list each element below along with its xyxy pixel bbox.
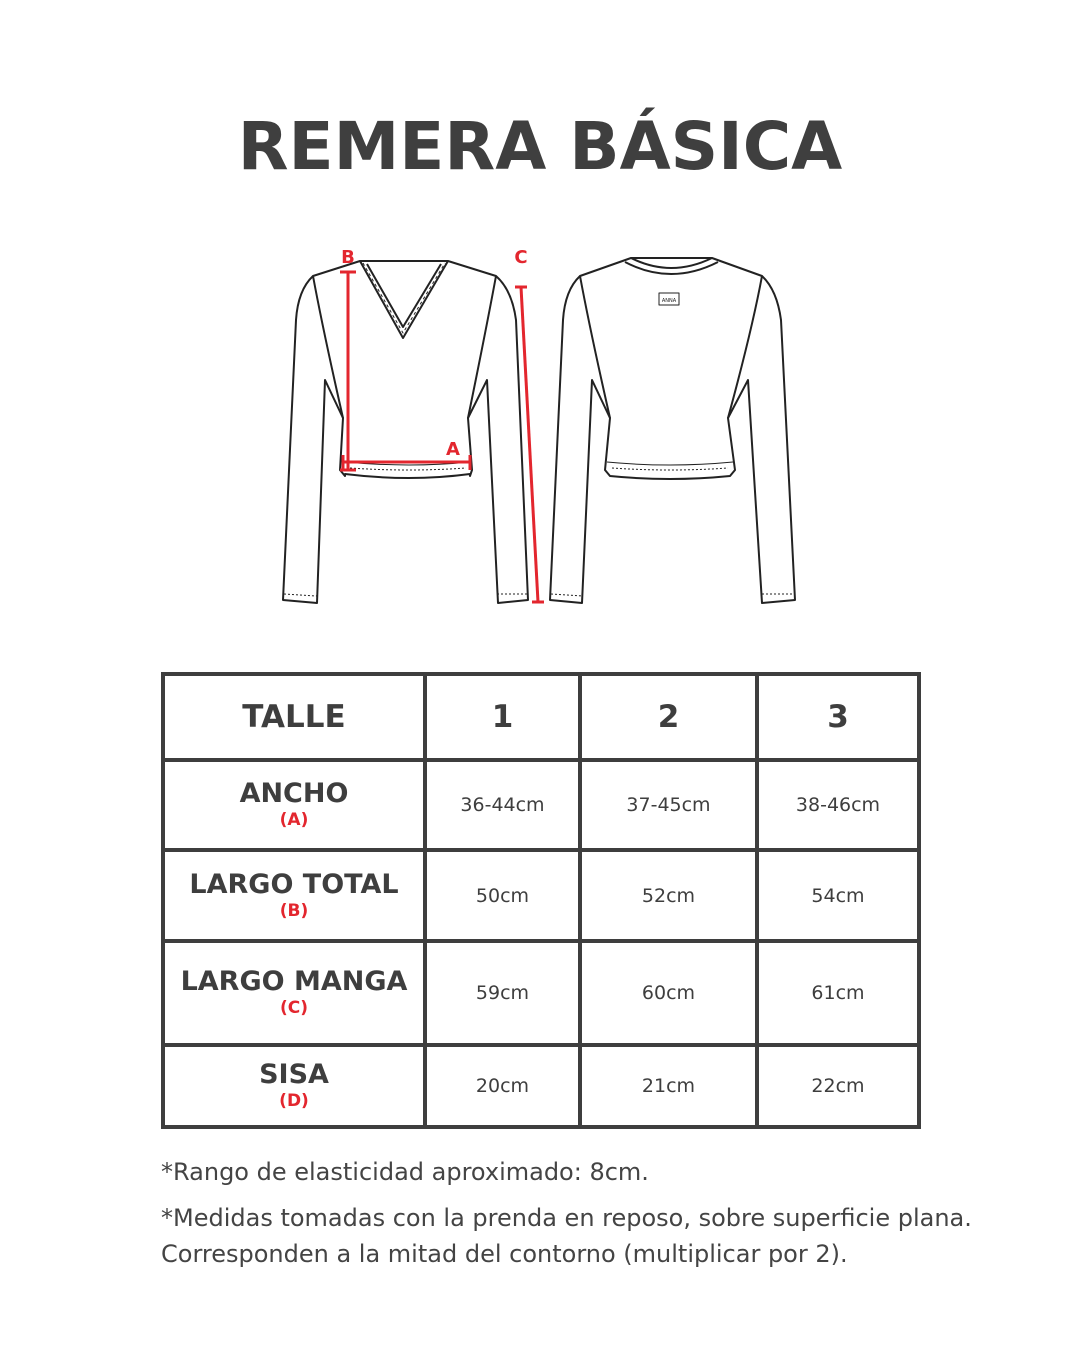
note-elasticity: *Rango de elasticidad aproximado: 8cm.	[161, 1158, 649, 1186]
brand-tag: ANNA	[661, 298, 677, 304]
table-cell: 52cm	[580, 850, 757, 941]
table-cell: 60cm	[580, 941, 757, 1045]
header-cell-3: 3	[757, 674, 919, 760]
back-view-drawing	[550, 258, 795, 603]
table-cell: 36-44cm	[425, 760, 580, 850]
row-label-cell	[163, 760, 425, 850]
header-cell-2: 2	[580, 674, 757, 760]
table-cell: 21cm	[580, 1045, 757, 1127]
measurement-lines	[340, 272, 544, 602]
garment-diagram	[0, 230, 1080, 630]
row-label: LARGO TOTAL	[189, 868, 399, 900]
label-b: B	[341, 247, 355, 268]
row-label-cell	[163, 850, 425, 941]
row-letter: (D)	[279, 1091, 309, 1111]
notes	[161, 1155, 1041, 1273]
row-label-cell	[163, 1045, 425, 1127]
table-header-row	[163, 674, 919, 760]
size-chart-table	[161, 672, 921, 1129]
note-measurement-line-1: *Medidas tomadas con la prenda en reposo, sobre superficie plana.	[161, 1204, 972, 1232]
table-cell: 59cm	[425, 941, 580, 1045]
table-cell: 61cm	[757, 941, 919, 1045]
note-measurement-line-2: Corresponden a la mitad del contorno (multiplicar por 2).	[161, 1240, 848, 1268]
row-letter: (B)	[279, 900, 309, 921]
table-cell: 38-46cm	[757, 760, 919, 850]
table-cell: 50cm	[425, 850, 580, 941]
row-label: SISA	[259, 1059, 329, 1090]
table-row	[163, 1045, 919, 1127]
row-label: ANCHO	[239, 778, 349, 809]
table-cell: 54cm	[757, 850, 919, 941]
row-label: LARGO MANGA	[180, 966, 408, 997]
table-row	[163, 941, 919, 1045]
table-cell: 22cm	[757, 1045, 919, 1127]
row-letter: (A)	[279, 810, 309, 830]
label-c: C	[514, 247, 528, 268]
header-cell-1: 1	[425, 674, 580, 760]
header-cell-size: TALLE	[163, 674, 425, 760]
table-row	[163, 850, 919, 941]
row-letter: (C)	[279, 998, 308, 1018]
row-label-cell	[163, 941, 425, 1045]
table-row	[163, 760, 919, 850]
front-view-drawing	[283, 261, 528, 603]
table-cell: 20cm	[425, 1045, 580, 1127]
table-cell: 37-45cm	[580, 760, 757, 850]
page-title: REMERA BÁSICA	[237, 108, 843, 185]
label-a: A	[446, 439, 460, 460]
